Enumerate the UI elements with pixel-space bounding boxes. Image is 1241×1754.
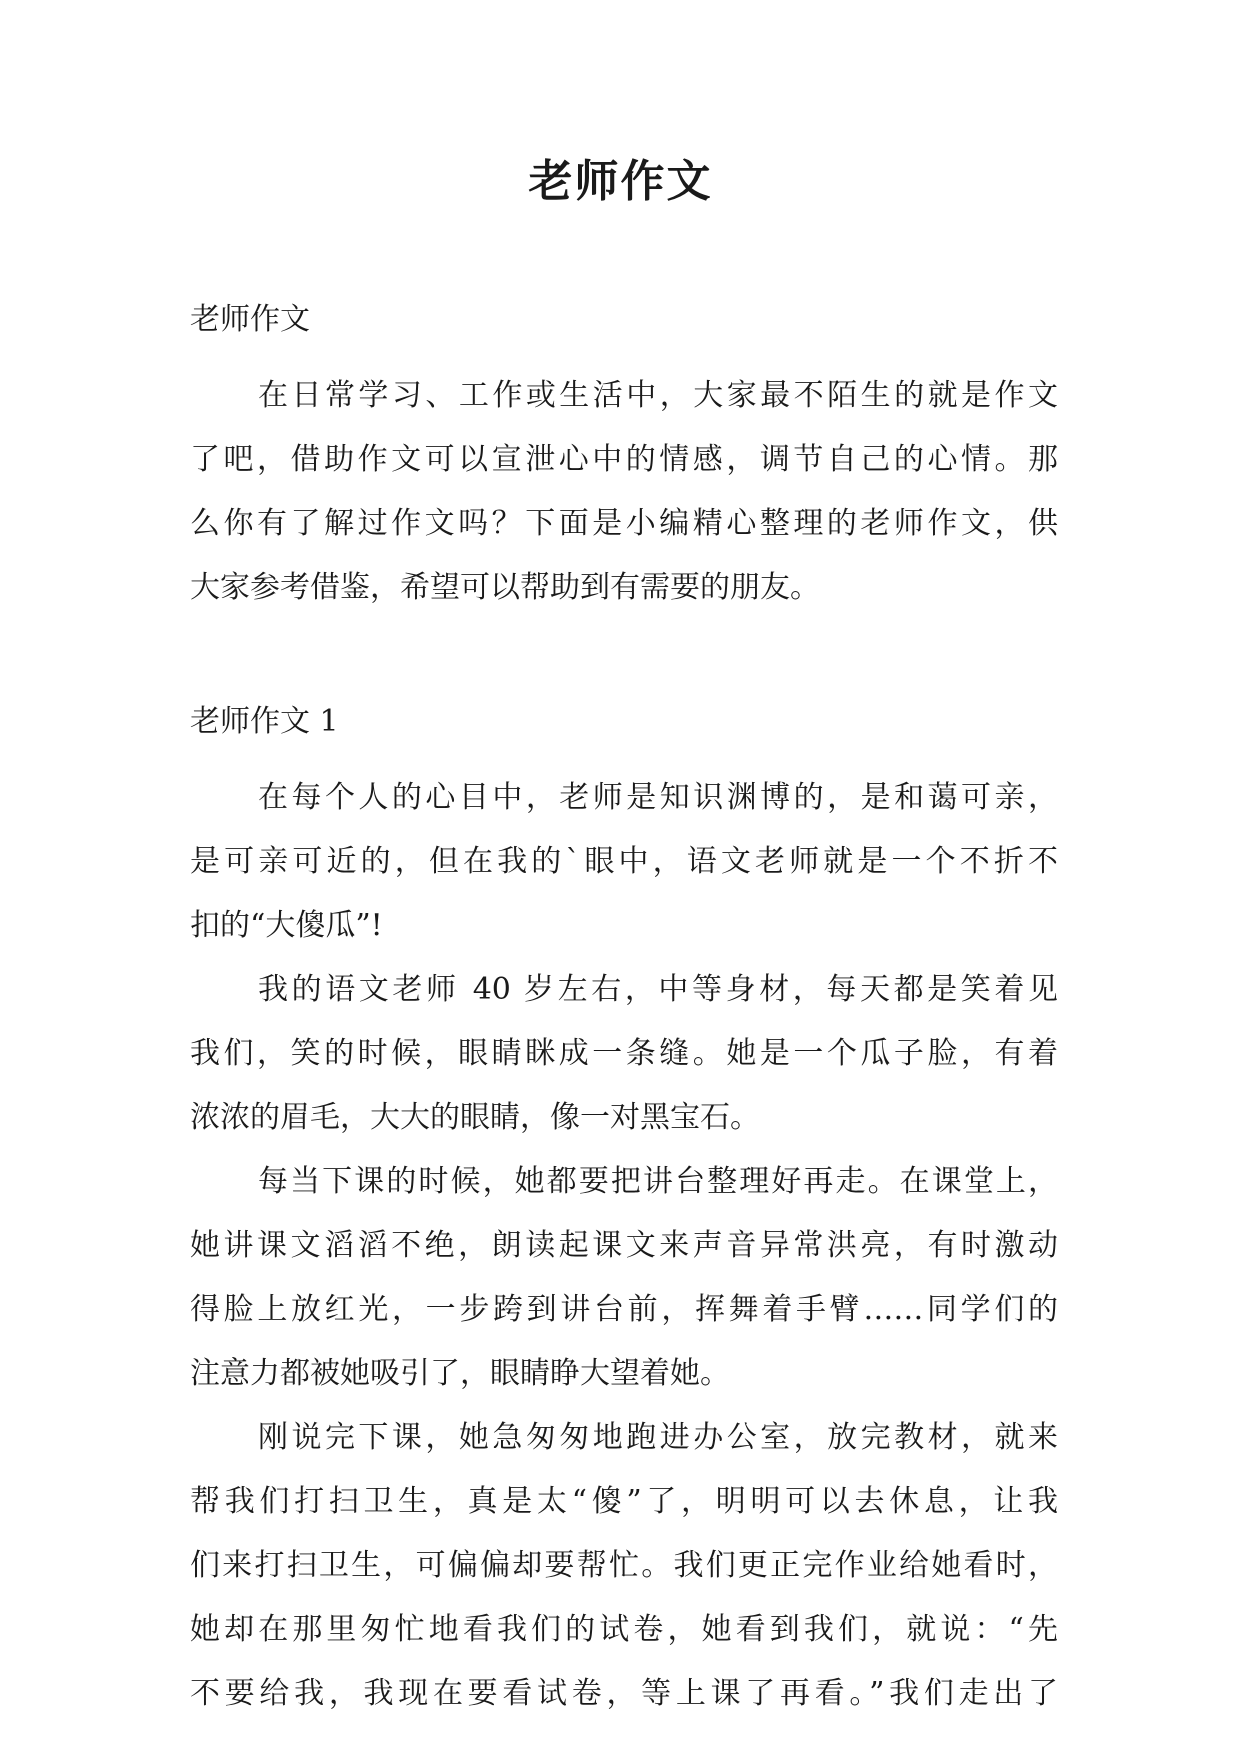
paragraph-line: 刚说完下课，她急匆匆地跑进办公室，放完教材，就来	[258, 1420, 1058, 1455]
essay-paragraph	[190, 958, 1058, 1150]
paragraph-line: 扣的“大傻瓜”!	[190, 908, 383, 943]
intro-heading: 老师作文	[190, 302, 310, 337]
document-title: 老师作文	[528, 156, 713, 207]
document-body	[190, 288, 1058, 1726]
paragraph-line: 是可亲可近的，但在我的`眼中，语文老师就是一个不折不	[190, 844, 1058, 879]
paragraph-line: 得脸上放红光，一步跨到讲台前，挥舞着手臂……同学们的	[190, 1292, 1058, 1327]
paragraph-line: 我的语文老师 40 岁左右，中等身材，每天都是笑着见	[258, 972, 1058, 1007]
paragraph-line: 在日常学习、工作或生活中，大家最不陌生的就是作文	[258, 378, 1058, 413]
paragraph-line: 注意力都被她吸引了，眼睛睁大望着她。	[190, 1356, 730, 1391]
paragraph-line: 了吧，借助作文可以宣泄心中的情感，调节自己的心情。那	[190, 442, 1058, 477]
paragraph-line: 在每个人的心目中，老师是知识渊博的，是和蔼可亲，	[258, 780, 1058, 815]
essay-paragraph	[190, 1406, 1058, 1726]
paragraph-line: 不要给我，我现在要看试卷，等上课了再看。”我们走出了	[190, 1676, 1058, 1711]
paragraph-line: 大家参考借鉴，希望可以帮助到有需要的朋友。	[190, 570, 820, 605]
essay-paragraph	[190, 766, 1058, 958]
paragraph-line: 每当下课的时候，她都要把讲台整理好再走。在课堂上，	[258, 1164, 1058, 1199]
paragraph-line: 么你有了解过作文吗？下面是小编精心整理的老师作文，供	[190, 506, 1058, 541]
paragraph-line: 我们，笑的时候，眼睛眯成一条缝。她是一个瓜子脸，有着	[190, 1036, 1058, 1071]
paragraph-line: 她讲课文滔滔不绝，朗读起课文来声音异常洪亮，有时激动	[190, 1228, 1058, 1263]
paragraph-line: 她却在那里匆忙地看我们的试卷，她看到我们，就说：“先	[190, 1612, 1058, 1647]
paragraph-line: 们来打扫卫生，可偏偏却要帮忙。我们更正完作业给她看时，	[190, 1548, 1058, 1583]
intro-paragraph	[190, 364, 1058, 620]
essay-heading: 老师作文 1	[190, 704, 339, 739]
essay-paragraph	[190, 1150, 1058, 1406]
paragraph-line: 浓浓的眉毛，大大的眼睛，像一对黑宝石。	[190, 1100, 760, 1135]
paragraph-line: 帮我们打扫卫生，真是太“傻”了，明明可以去休息，让我	[190, 1484, 1058, 1519]
